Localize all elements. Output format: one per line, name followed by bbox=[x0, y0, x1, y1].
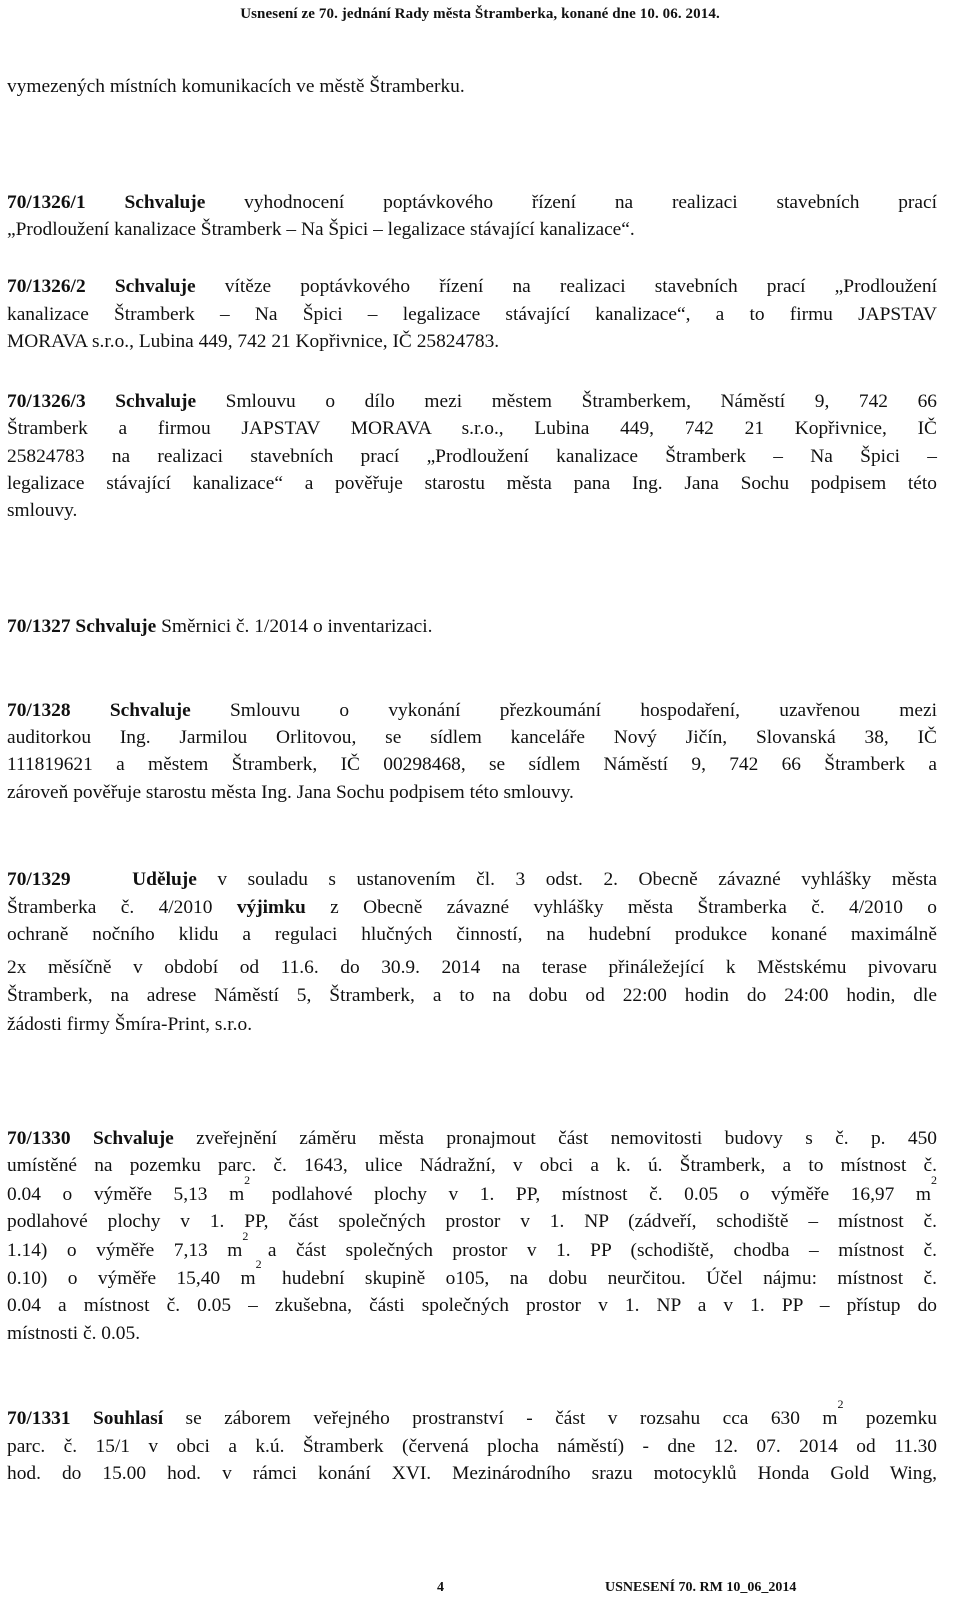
text-line: hod. do 15.00 hod. v rámci konání XVI. Mezinárodního srazu motocyklů Honda Gold Wing, bbox=[7, 1463, 937, 1484]
text-line: kanalizace Štramberk – Na Špici – legalizace stávající kanalizace“, a to firmu JAPSTAV bbox=[7, 304, 937, 325]
resolution-id: 70/1330 bbox=[7, 1128, 71, 1149]
resolution-id: 70/1326/1 bbox=[7, 192, 86, 213]
resolution-verb: Schvaluje bbox=[75, 616, 157, 637]
exception-term: výjimku bbox=[236, 897, 306, 918]
text-line: podlahové plochy v 1. PP, část společných prostor v 1. NP (zádveří, schodiště – místnost č. bbox=[7, 1211, 937, 1232]
text-line: Směrnici č. 1/2014 o inventarizaci. bbox=[156, 616, 433, 637]
page-number: 4 bbox=[437, 1580, 444, 1595]
text-line: MORAVA s.r.o., Lubina 449, 742 21 Kopřivnice, IČ 25824783. bbox=[7, 331, 500, 352]
resolution-id: 70/1327 bbox=[7, 616, 71, 637]
superscript: 2 bbox=[244, 1173, 251, 1187]
resolution-70-1329 bbox=[7, 867, 937, 893]
superscript: 2 bbox=[255, 1257, 262, 1271]
text-line: vítěze poptávkového řízení na realizaci stavebních prací „Prodloužení bbox=[195, 276, 937, 297]
resolution-id: 70/1326/2 bbox=[7, 276, 86, 297]
text-line: smlouvy. bbox=[7, 500, 78, 521]
resolution-70-1326-3 bbox=[7, 389, 937, 415]
text-segment: se záborem veřejného prostranství - část v rozsahu cca 630 m bbox=[163, 1408, 838, 1429]
text-segment: z Obecně závazné vyhlášky města Štramberka č. 4/2010 o bbox=[305, 897, 937, 918]
text-segment: Štramberka č. 4/2010 bbox=[7, 897, 237, 918]
text-line: zároveň pověřuje starostu města Ing. Jana Sochu podpisem této smlouvy. bbox=[7, 782, 574, 803]
resolution-id: 70/1329 bbox=[7, 869, 71, 890]
text-line bbox=[7, 1173, 938, 1208]
resolution-verb: Schvaluje bbox=[92, 1128, 174, 1149]
resolution-verb: Schvaluje bbox=[109, 700, 191, 721]
text-line: zveřejnění záměru města pronajmout část nemovitosti budovy s č. p. 450 bbox=[173, 1128, 937, 1149]
text-line bbox=[7, 1257, 937, 1292]
resolution-70-1326-1 bbox=[7, 190, 937, 216]
text-line: 2x měsíčně v období od 11.6. do 30.9. 2014 na terase přináležející k Městskému pivovaru bbox=[7, 957, 937, 978]
resolution-verb: Schvaluje bbox=[114, 276, 196, 297]
text-line: umístěné na pozemku parc. č. 1643, ulice Nádražní, v obci a k. ú. Štramberk, a to místnost č. bbox=[7, 1155, 937, 1176]
resolution-verb: Uděluje bbox=[132, 869, 197, 890]
text-line: ochraně nočního klidu a regulaci hlučných činností, na hudební produkce konané maximálně bbox=[7, 924, 937, 945]
text-line: Smlouvu o dílo mezi městem Štramberkem, Náměstí 9, 742 66 bbox=[196, 391, 937, 412]
resolution-id: 70/1328 bbox=[7, 700, 71, 721]
text-line: vymezených místních komunikacích ve městě Štramberku. bbox=[7, 76, 465, 97]
text-segment: 1.14) o výměře 7,13 m bbox=[7, 1240, 243, 1261]
text-line: 0.04 a místnost č. 0.05 – zkušebna, části společných prostor v 1. NP a v 1. PP – přístup do bbox=[7, 1295, 937, 1316]
text-line: vyhodnocení poptávkového řízení na realizaci stavebních prací bbox=[205, 192, 937, 213]
resolution-verb: Schvaluje bbox=[124, 192, 206, 213]
text-line: 111819621 a městem Štramberk, IČ 00298468, se sídlem Náměstí 9, 742 66 Štramberk a bbox=[7, 754, 937, 775]
text-segment: podlahové plochy v 1. PP, místnost č. 0.05 o výměře 16,97 m bbox=[250, 1184, 932, 1205]
text-line: Smlouvu o vykonání přezkoumání hospodaření, uzavřenou mezi bbox=[190, 700, 937, 721]
text-segment: a část společných prostor v 1. PP (schodiště, chodba – místnost č. bbox=[248, 1240, 937, 1261]
text-line: Štramberk, na adrese Náměstí 5, Štramberk, a to na dobu od 22:00 hodin do 24:00 hodin, dle bbox=[7, 985, 937, 1006]
resolution-verb: Souhlasí bbox=[93, 1408, 164, 1429]
text-segment: pozemku bbox=[843, 1408, 937, 1429]
text-segment: 0.10) o výměře 15,40 m bbox=[7, 1268, 256, 1289]
text-line: 25824783 na realizaci stavebních prací „Prodloužení kanalizace Štramberk – Na Špici – bbox=[7, 446, 937, 467]
text-segment: 0.04 o výměře 5,13 m bbox=[7, 1184, 245, 1205]
document-header: Usnesení ze 70. jednání Rady města Štramberka, konané dne 10. 06. 2014. bbox=[240, 6, 720, 22]
text-segment: hudební skupině o105, na dobu neurčitou. Účel nájmu: místnost č. bbox=[261, 1268, 937, 1289]
resolution-70-1327 bbox=[7, 614, 432, 640]
resolution-verb: Schvaluje bbox=[115, 391, 197, 412]
superscript: 2 bbox=[242, 1229, 249, 1243]
text-line bbox=[7, 895, 937, 921]
resolution-id: 70/1326/3 bbox=[7, 391, 86, 412]
text-line: parc. č. 15/1 v obci a k.ú. Štramberk (červená plocha náměstí) - dne 12. 07. 2014 od 11.30 bbox=[7, 1436, 937, 1457]
text-line: legalizace stávající kanalizace“ a pověřuje starostu města pana Ing. Jana Sochu podpisem této bbox=[7, 473, 937, 494]
resolution-70-1330 bbox=[7, 1126, 937, 1152]
text-line: místnosti č. 0.05. bbox=[7, 1323, 141, 1344]
resolution-70-1331 bbox=[7, 1397, 937, 1432]
footer-reference: USNESENÍ 70. RM 10_06_2014 bbox=[605, 1580, 797, 1595]
superscript: 2 bbox=[931, 1173, 938, 1187]
text-line: v souladu s ustanovením čl. 3 odst. 2. Obecně závazné vyhlášky města bbox=[196, 869, 937, 890]
text-line: Štramberk a firmou JAPSTAV MORAVA s.r.o., Lubina 449, 742 21 Kopřivnice, IČ bbox=[7, 418, 937, 439]
text-line bbox=[7, 1229, 937, 1264]
resolution-70-1328 bbox=[7, 698, 937, 724]
text-line: auditorkou Ing. Jarmilou Orlitovou, se sídlem kanceláře Nový Jičín, Slovanská 38, IČ bbox=[7, 727, 937, 748]
text-line: žádosti firmy Šmíra-Print, s.r.o. bbox=[7, 1014, 253, 1035]
resolution-70-1326-2 bbox=[7, 274, 937, 300]
superscript: 2 bbox=[837, 1397, 844, 1411]
resolution-id: 70/1331 bbox=[7, 1408, 71, 1429]
text-line: „Prodloužení kanalizace Štramberk – Na Špici – legalizace stávající kanalizace“. bbox=[7, 219, 635, 240]
